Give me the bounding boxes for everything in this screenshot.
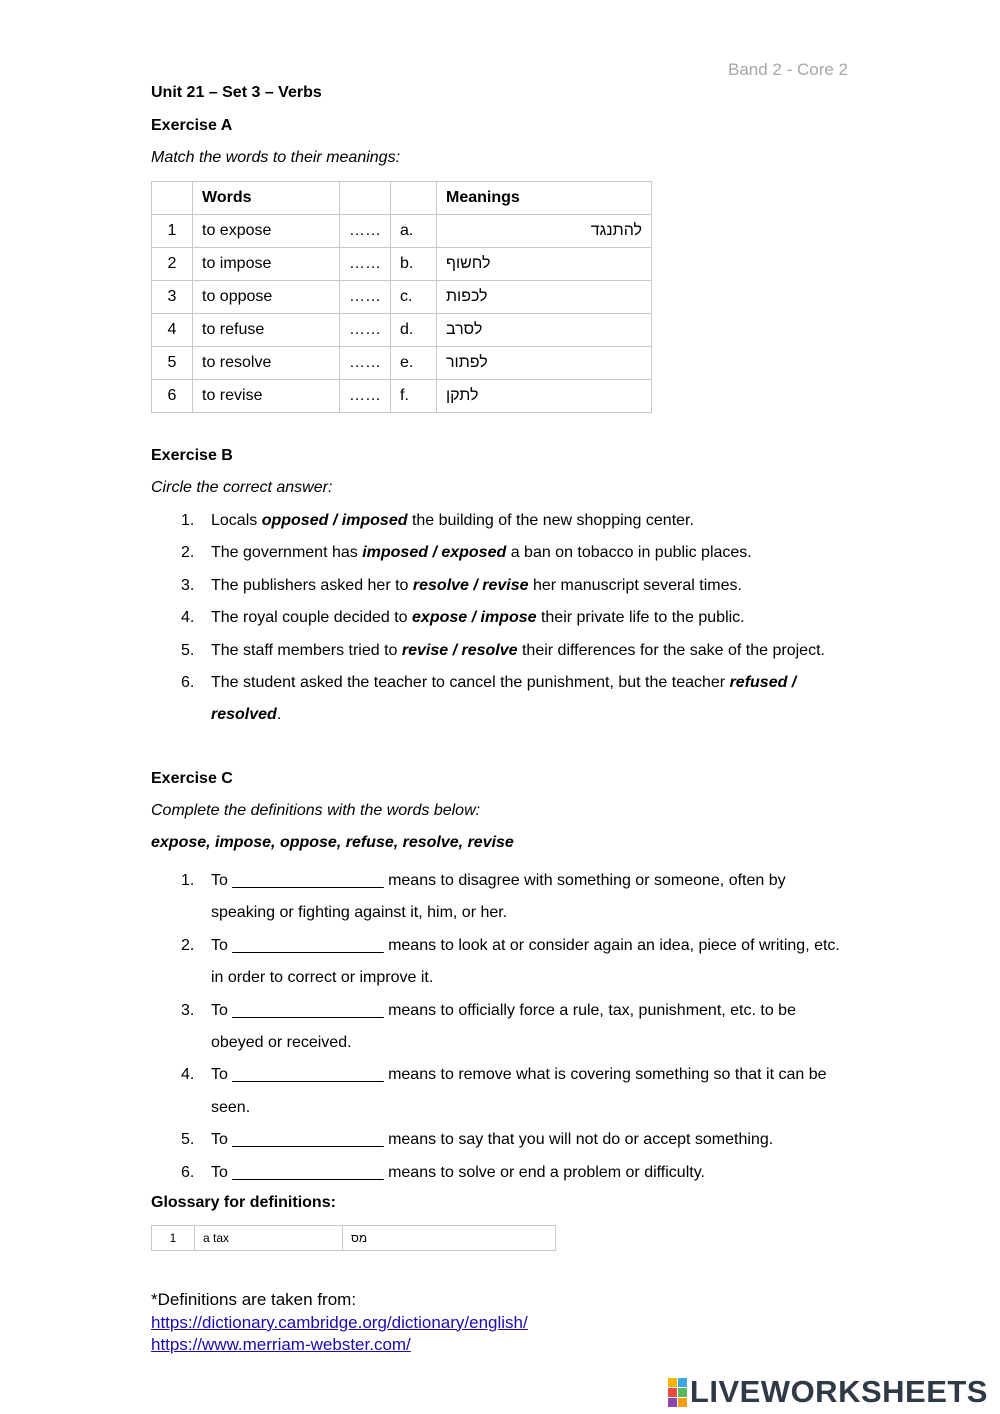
row-letter: d.	[391, 314, 437, 347]
row-meaning: להתנגד	[437, 215, 652, 248]
row-letter: b.	[391, 248, 437, 281]
answer-choice[interactable]: refused /	[729, 674, 797, 692]
exercise-a-instruction: Match the words to their meanings:	[151, 149, 401, 166]
row-number: 1	[152, 215, 193, 248]
logo-icon	[668, 1378, 687, 1407]
table-row	[152, 248, 652, 281]
word-bank: expose, impose, oppose, refuse, resolve, revise	[151, 834, 514, 851]
answer-blank[interactable]: ……	[340, 314, 391, 347]
row-number: 3	[152, 281, 193, 314]
cambridge-link[interactable]: https://dictionary.cambridge.org/dictionary/english/	[151, 1312, 528, 1332]
glossary-meaning: מס	[343, 1226, 556, 1251]
row-word: to resolve	[193, 347, 340, 380]
answer-choice[interactable]: opposed / imposed	[261, 512, 408, 529]
list-item: 4. To _________________ means to remove what is covering something so that it can be seen.	[181, 1066, 827, 1116]
list-item: 3. To _________________ means to officially force a rule, tax, punishment, etc. to be obeyed or received.	[181, 1001, 796, 1052]
answer-blank[interactable]: ……	[340, 248, 391, 281]
row-word: to revise	[193, 380, 340, 413]
logo-text: LIVEWORKSHEETS	[689, 1374, 988, 1409]
list-item: 5. The staff members tried to revise / resolve their differences for the sake of the project.	[181, 641, 825, 659]
table-row	[152, 1226, 556, 1251]
table-row	[152, 215, 652, 248]
matching-table	[151, 181, 652, 413]
row-meaning: לסרב	[437, 314, 652, 347]
answer-choice[interactable]: revise / resolve	[401, 641, 518, 659]
row-number: 2	[152, 248, 193, 281]
row-number: 6	[152, 380, 193, 413]
answer-choice[interactable]: resolve / revise	[412, 576, 529, 594]
answer-choice[interactable]: resolved	[211, 706, 277, 724]
row-meaning: לפתור	[437, 347, 652, 380]
list-item: 4. The royal couple decided to expose / impose their private life to the public.	[181, 609, 745, 627]
list-item: 6. To _________________ means to solve or end a problem or difficulty.	[181, 1163, 705, 1181]
exercise-b-instruction: Circle the correct answer:	[151, 479, 333, 496]
answer-blank[interactable]: ……	[340, 281, 391, 314]
table-row	[152, 281, 652, 314]
col-words: Words	[193, 182, 340, 215]
row-meaning: לכפות	[437, 281, 652, 314]
definition-line[interactable]: To _________________ means to look at or consider again an idea, piece of writing, etc.	[211, 936, 840, 954]
exercise-a-heading: Exercise A	[151, 117, 233, 134]
definition-line[interactable]: To _________________ means to remove what is covering something so that it can be	[211, 1066, 827, 1084]
answer-choice[interactable]: expose / impose	[412, 609, 537, 627]
row-meaning: לחשוף	[437, 248, 652, 281]
table-row	[152, 380, 652, 413]
definition-line[interactable]: To _________________ means to officially force a rule, tax, punishment, etc. to be	[211, 1001, 796, 1019]
glossary-word: a tax	[195, 1226, 343, 1251]
row-letter: f.	[391, 380, 437, 413]
table-row	[152, 314, 652, 347]
list-item: 2. To _________________ means to look at or consider again an idea, piece of writing, etc. in order to correct or improve it.	[181, 936, 840, 987]
definition-line[interactable]: To _________________ means to disagree with something or someone, often by	[211, 872, 786, 889]
footnote	[151, 1289, 528, 1357]
list-item: 6. The student asked the teacher to cancel the punishment, but the teacher refused / resolved.	[181, 674, 797, 724]
col-meanings: Meanings	[437, 182, 652, 215]
row-letter: a.	[391, 215, 437, 248]
exercise-b-heading: Exercise B	[151, 447, 233, 464]
header-band: Band 2 - Core 2	[727, 60, 848, 79]
footnote-text: *Definitions are taken from:	[151, 1290, 357, 1309]
row-word: to oppose	[193, 281, 340, 314]
row-number: 4	[152, 314, 193, 347]
merriam-webster-link[interactable]: https://www.merriam-webster.com/	[151, 1335, 411, 1354]
row-word: to refuse	[193, 314, 340, 347]
exercise-c-heading: Exercise C	[151, 770, 233, 787]
row-letter: e.	[391, 347, 437, 380]
row-word: to expose	[193, 215, 340, 248]
answer-blank[interactable]: ……	[340, 347, 391, 380]
glossary-number: 1	[152, 1226, 195, 1251]
table-header-row	[152, 182, 652, 215]
answer-blank[interactable]: ……	[340, 215, 391, 248]
list-item: 2. The government has imposed / exposed a ban on tobacco in public places.	[181, 544, 752, 562]
answer-choice[interactable]: imposed / exposed	[362, 544, 507, 562]
glossary-table	[151, 1225, 556, 1251]
exercise-b-list	[151, 505, 871, 732]
page-title: Unit 21 – Set 3 – Verbs	[151, 84, 322, 101]
glossary-heading: Glossary for definitions:	[151, 1194, 336, 1211]
exercise-c-instruction: Complete the definitions with the words below:	[151, 802, 481, 819]
answer-blank[interactable]: ……	[340, 380, 391, 413]
table-row	[152, 347, 652, 380]
definition-line[interactable]: To _________________ means to solve or end a problem or difficulty.	[211, 1163, 705, 1181]
list-item: 5. To _________________ means to say that you will not do or accept something.	[181, 1131, 774, 1149]
definition-line[interactable]: To _________________ means to say that you will not do or accept something.	[211, 1131, 774, 1149]
exercise-c-list	[151, 865, 871, 1189]
list-item: 1. Locals opposed / imposed the building of the new shopping center.	[181, 512, 694, 529]
row-word: to impose	[193, 248, 340, 281]
list-item: 3. The publishers asked her to resolve / revise her manuscript several times.	[181, 576, 742, 594]
row-number: 5	[152, 347, 193, 380]
row-meaning: לתקן	[437, 380, 652, 413]
row-letter: c.	[391, 281, 437, 314]
liveworksheets-logo	[668, 1374, 988, 1410]
list-item: 1. To _________________ means to disagree with something or someone, often by speaking or fighting against it, him, or her.	[181, 872, 786, 922]
